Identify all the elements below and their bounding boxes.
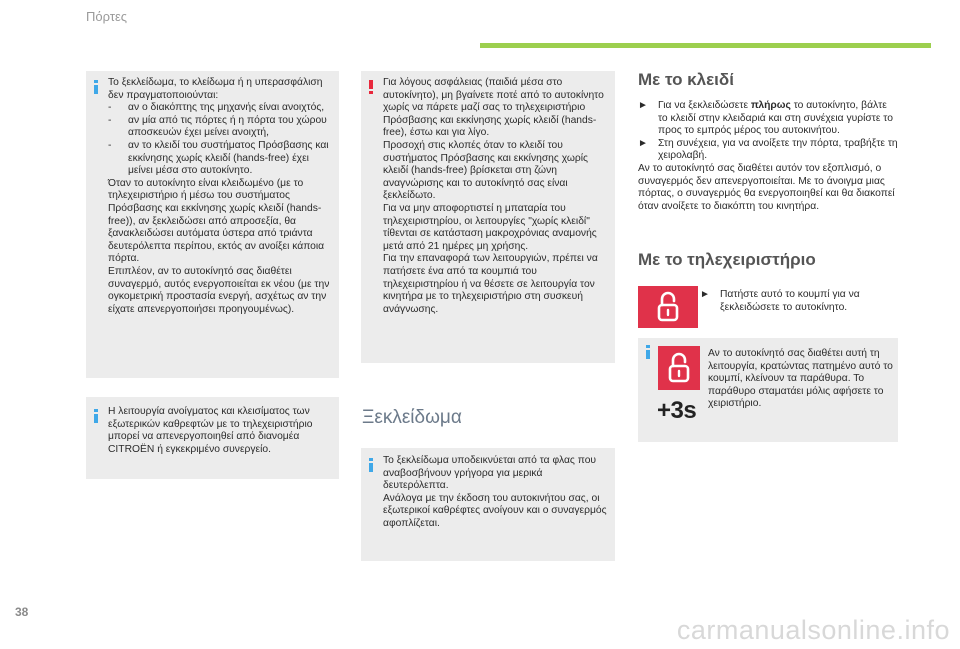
key-steps: [638, 100, 898, 163]
warning-icon: [369, 80, 373, 94]
warning-paragraph-3: Για να μην αποφορτιστεί η μπαταρία του τηλεχειριστηρίου, οι λειτουργίες "χωρίς κλειδί" τίθενται σε κατάσταση μακροχρόνιας αναμονής μετά από 21 ημέρες μη χρήσης.: [383, 202, 597, 252]
list-item: - αν μία από τις πόρτες ή η πόρτα του χώρου αποσκευών έχει μείνει ανοιχτή,: [108, 114, 327, 139]
unlock-info-paragraph-1: Το ξεκλείδωμα υποδεικνύεται από τα φλας που αναβοσβήνουν γρήγορα για μερικά δευτερόλεπτα.: [383, 455, 597, 492]
warning-text: [383, 77, 609, 316]
warning-paragraph-4: Για την επαναφορά των λειτουργιών, πρέπει να πατήσετε ένα από τα κουμπιά του τηλεχειριστηρίου ή να θέσετε σε λειτουργία τον κινητήρα με το τηλεχειριστήριο στη συσκευή ανάγνωσης.: [383, 253, 598, 315]
warning-paragraph-2: Προσοχή στις κλοπές όταν το κλειδί του συστήματος Πρόσβασης και εκκίνησης χωρίς κλειδί (hands-free) βρίσκεται στη ζώνη αναγνώρισης και το αυτοκίνητό σας είναι ξεκλείδωτο.: [383, 139, 589, 202]
mirrors-text: Η λειτουργία ανοίγματος και κλεισίματος των εξωτερικών καθρεφτών με το τηλεχειριστήριο μπορεί να απενεργοποιηθεί από διανομέα CITROËN ή εγκεκριμένο συνεργείο.: [108, 406, 313, 455]
list-item: ► Για να ξεκλειδώσετε πλήρως το αυτοκίνητο, βάλτε το κλειδί στην κλειδαριά και στη συνέχεια γυρίστε το προς το εμπρός μέρος του αυτοκινήτου.: [638, 100, 893, 137]
info-icon: [369, 458, 373, 472]
remote-step: [700, 289, 890, 314]
arrow-bullet-icon: ►: [700, 289, 710, 300]
list-item: ► Στη συνέχεια, για να ανοίξετε την πόρτα, τραβήξτε τη χειρολαβή.: [638, 137, 898, 162]
page-header-title: Πόρτες: [86, 9, 128, 24]
section-heading-with-remote: Με το τηλεχειριστήριο: [638, 250, 816, 269]
key-alarm-paragraph: Αν το αυτοκίνητό σας διαθέτει αυτόν τον εξοπλισμό, ο συναγερμός δεν απενεργοποιείται. Με το άνοιγμα μιας πόρτας, ο συναγερμός θα ενεργοποιηθεί και θα διακοπεί όταν ανοίξετε το διακόπτη του κινητήρα.: [638, 162, 895, 212]
unlock-icon: [638, 286, 698, 328]
hold-duration-label: +3s: [657, 397, 697, 424]
remote-steps: [700, 289, 890, 314]
conditions-intro: Το ξεκλείδωμα, το κλείδωμα ή η υπερασφάλιση δεν πραγματοποιούνται:: [108, 77, 323, 101]
arrow-bullet-icon: ►: [638, 100, 648, 111]
warning-paragraph-1: Για λόγους ασφάλειας (παιδιά μέσα στο αυτοκίνητο), μη βγαίνετε ποτέ από το αυτοκίνητο χωρίς να πάρετε μαζί σας το τηλεχειριστήριο Πρόσβασης και εκκίνησης χωρίς κλειδί (hands-free), έστω και για λίγο.: [383, 77, 604, 139]
watermark: carmanualsonline.info: [676, 615, 950, 645]
page-number: 38: [15, 605, 29, 619]
section-heading-unlocking: Ξεκλείδωμα: [362, 407, 462, 428]
conditions-list: [108, 102, 334, 178]
info-icon: [94, 409, 98, 423]
list-item: ► Πατήστε αυτό το κουμπί για να ξεκλειδώσετε το αυτοκίνητο.: [700, 289, 860, 313]
arrow-bullet-icon: ►: [638, 137, 648, 149]
list-item: - αν ο διακόπτης της μηχανής είναι ανοιχτός,: [108, 102, 325, 114]
section-heading-with-key: Με το κλειδί: [638, 70, 734, 89]
remote-info-text: Αν το αυτοκίνητό σας διαθέτει αυτή τη λειτουργία, κρατώντας πατημένο αυτό το κουμπί, κλείνουν τα παράθυρα. Το παράθυρο σταματάει μόλις αφήσετε το χειριστήριο.: [708, 348, 893, 410]
unlock-icon: [658, 346, 700, 390]
relock-paragraph: Όταν το αυτοκίνητο είναι κλειδωμένο (με το τηλεχειριστήριο ή μέσω του συστήματος Πρόσβασης και εκκίνησης χωρίς κλειδί (hands-free)), αν ξεκλειδώσει από απροσεξία, θα ξανακλειδώσει αυτόματα ύστερα από τριάντα δευτερόλεπτα περίπου, εκτός αν ανοίξει κάποια πόρτα.: [108, 177, 325, 265]
header-accent-line: [480, 43, 931, 48]
unlock-info-text: [383, 455, 609, 531]
unlock-info-paragraph-2: Ανάλογα με την έκδοση του αυτοκινήτου σας, οι εξωτερικοί καθρέφτες ανοίγουν και ο συναγερμός αφοπλίζεται.: [383, 492, 607, 529]
conditions-text: [108, 77, 334, 316]
alarm-paragraph: Επιπλέον, αν το αυτοκίνητό σας διαθέτει συναγερμό, αυτός ενεργοποιείται εκ νέου (με την ογκομετρική προστασία ενεργή, ασχέτως αν την είχατε απενεργοποιήσει προηγουμένως).: [108, 265, 330, 315]
list-item: - αν το κλειδί του συστήματος Πρόσβασης και εκκίνησης χωρίς κλειδί (hands-free) έχει μείνει μέσα στο αυτοκίνητο.: [108, 139, 329, 177]
info-icon: [646, 345, 650, 359]
info-icon: [94, 80, 98, 94]
key-text: [638, 100, 898, 213]
